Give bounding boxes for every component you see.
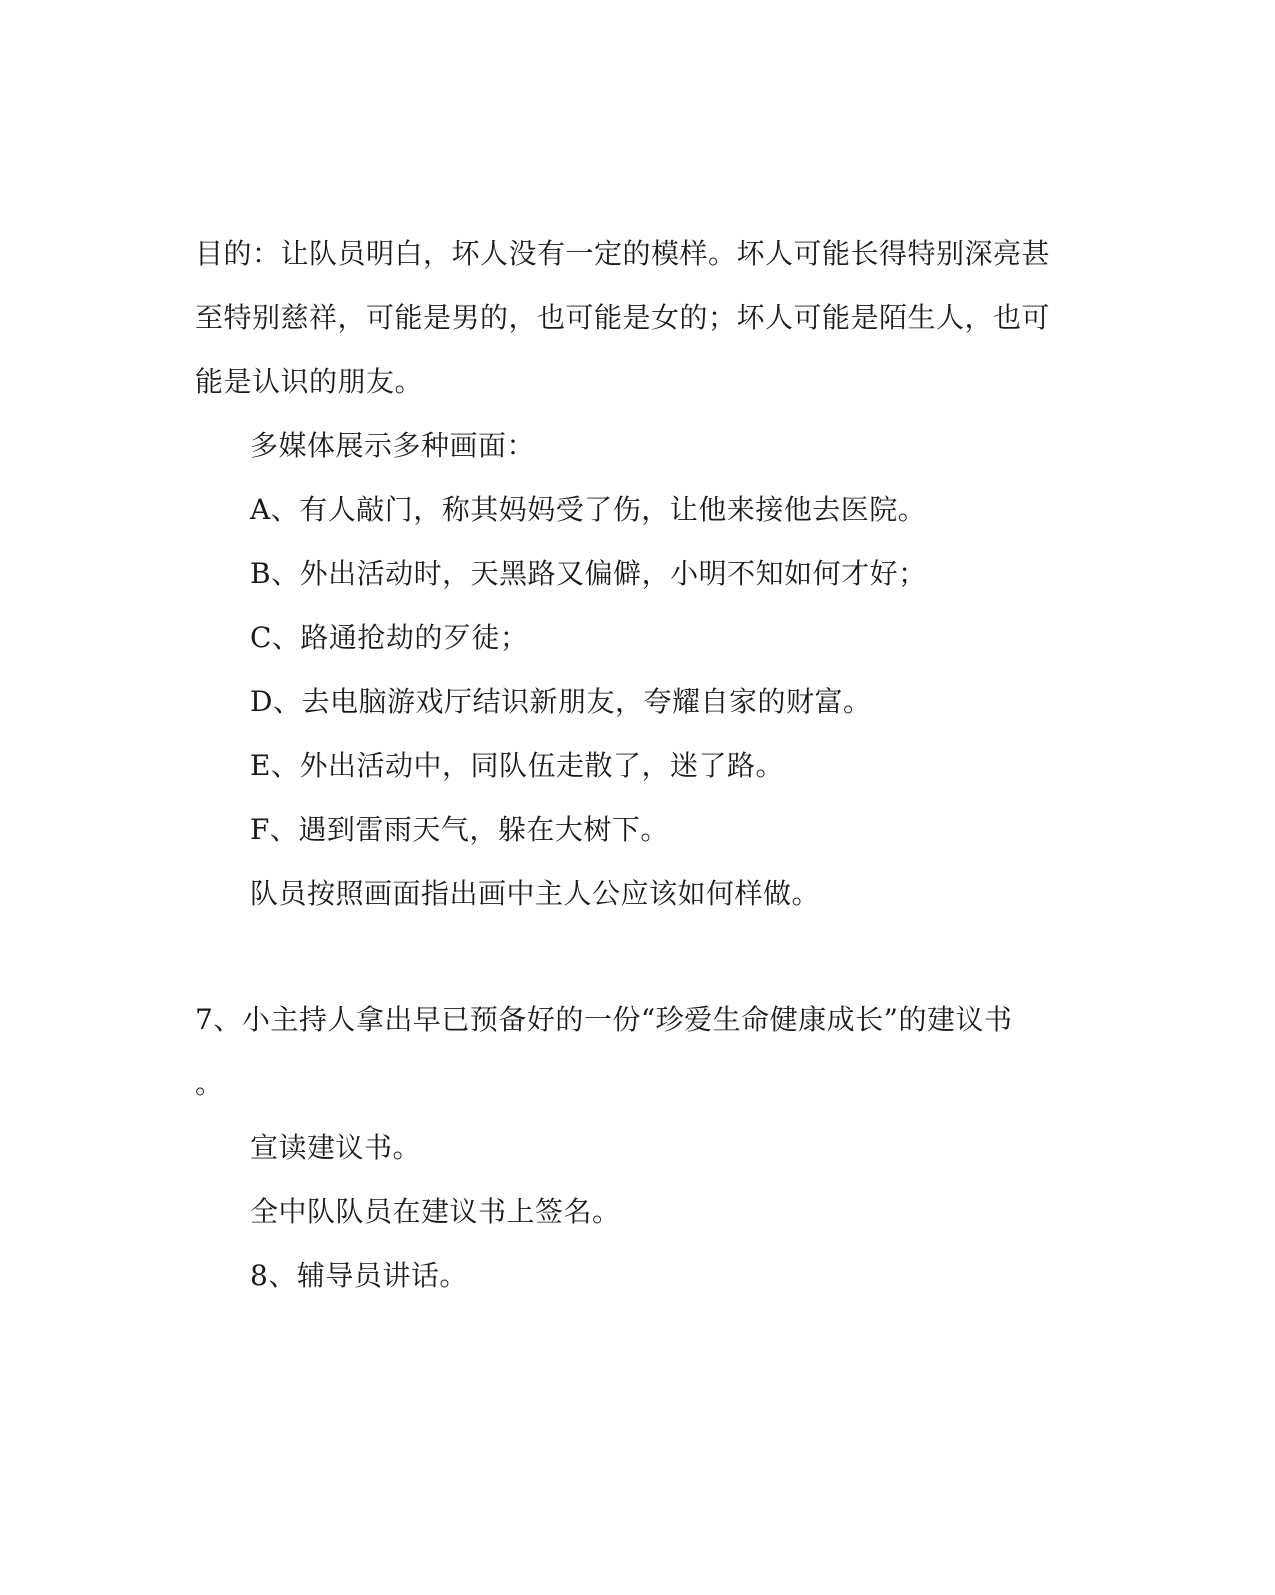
scenario-e: E、外出活动中，同队伍走散了，迷了路。 bbox=[250, 749, 784, 782]
item8: 8、辅导员讲话。 bbox=[250, 1259, 468, 1292]
sign-proposal: 全中队队员在建议书上签名。 bbox=[250, 1195, 621, 1228]
read-proposal: 宣读建议书。 bbox=[250, 1131, 422, 1164]
purpose-line-3: 能是认识的朋友。 bbox=[195, 365, 424, 398]
scenario-f: F、遇到雷雨天气，躲在大树下。 bbox=[250, 813, 669, 846]
scenario-instruction: 队员按照画面指出画中主人公应该如何样做。 bbox=[250, 877, 821, 910]
scenario-b: B、外出活动时，天黑路又偏僻，小明不知如何才好； bbox=[250, 557, 927, 590]
scenario-a: A、有人敲门，称其妈妈受了伤，让他来接他去医院。 bbox=[250, 493, 927, 526]
scenario-c: C、路通抢劫的歹徒； bbox=[250, 621, 529, 654]
multimedia-intro: 多媒体展示多种画面： bbox=[250, 429, 536, 462]
item7-line-1: 7、小主持人拿出早已预备好的一份“珍爱生命健康成长”的建议书 bbox=[195, 1003, 1013, 1036]
purpose-line-1: 目的：让队员明白，坏人没有一定的模样。坏人可能长得特别深亮甚 bbox=[195, 237, 1051, 270]
item7-line-2: 。 bbox=[195, 1067, 224, 1100]
purpose-line-2: 至特别慈祥，可能是男的，也可能是女的；坏人可能是陌生人，也可 bbox=[195, 301, 1051, 334]
scenario-d: D、去电脑游戏厅结识新朋友，夸耀自家的财富。 bbox=[250, 685, 872, 718]
